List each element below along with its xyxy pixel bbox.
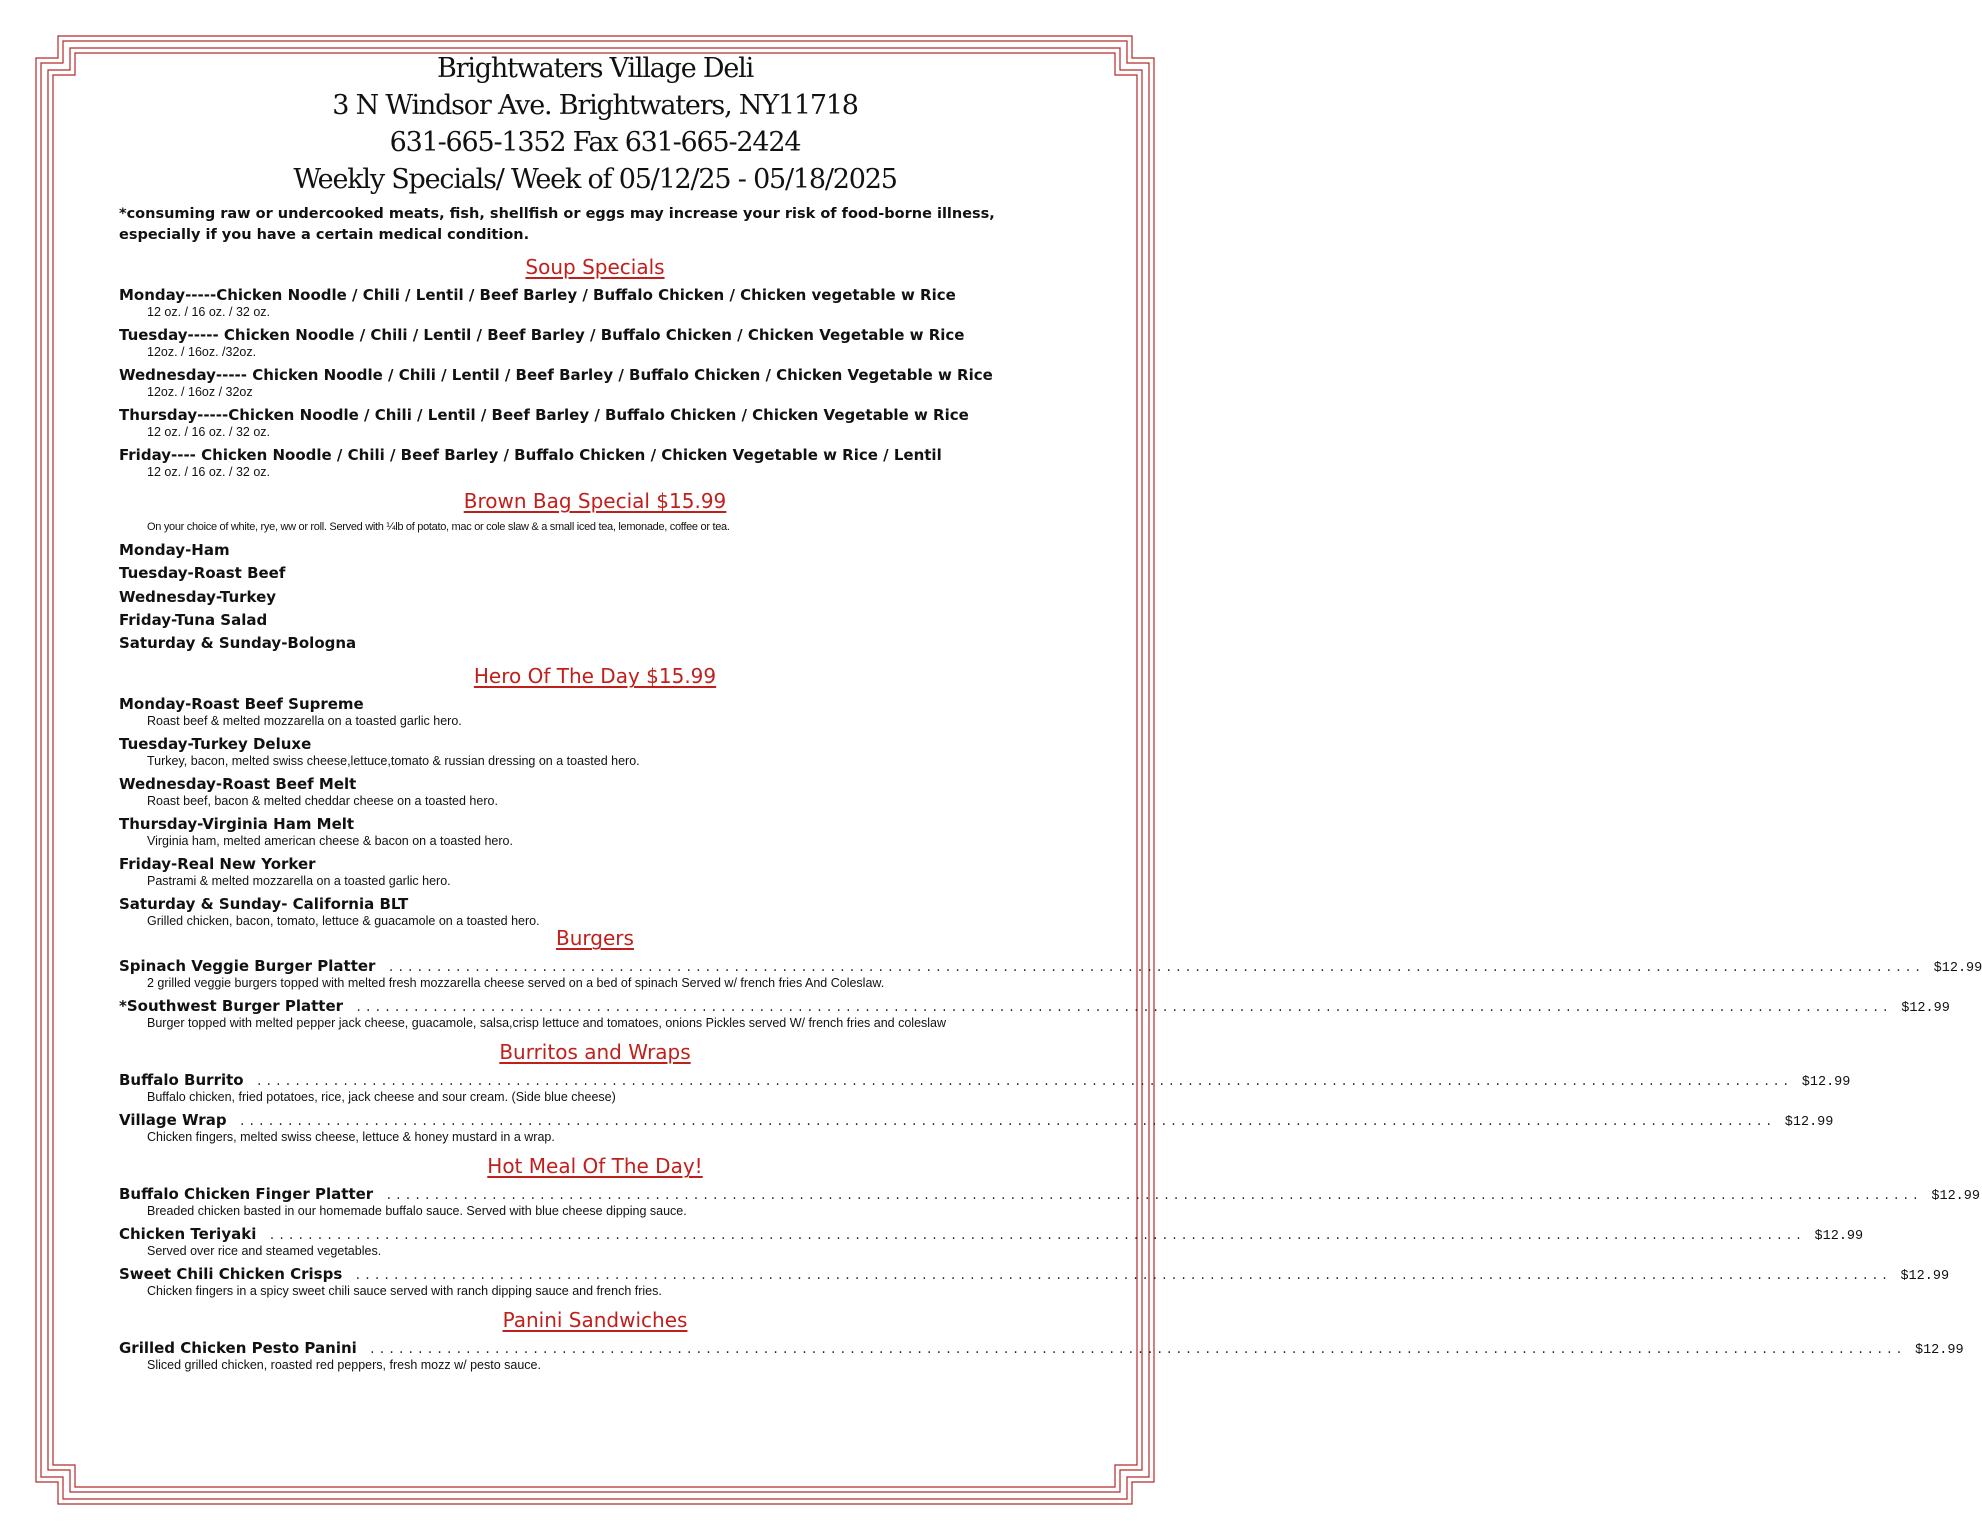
burritos-section-title: Burritos and Wraps bbox=[499, 1040, 691, 1065]
hot-meal-price: $12.99 bbox=[1931, 1189, 1980, 1205]
dot-leader: ................................................................................................................................................................ bbox=[255, 1075, 1792, 1090]
soup-day: Wednesday----- Chicken Noodle / Chili / Lentil / Beef Barley / Buffalo Chicken / Chicken Vegetable w Rice bbox=[119, 366, 993, 384]
brown-bag-day: Saturday & Sunday-Bologna bbox=[119, 634, 357, 653]
soup-day: Monday-----Chicken Noodle / Chili / Lentil / Beef Barley / Buffalo Chicken / Chicken vegetable w Rice bbox=[119, 286, 956, 304]
brown-bag-day: Tuesday-Roast Beef bbox=[119, 564, 286, 583]
dot-leader: ................................................................................................................................................................ bbox=[268, 1229, 1805, 1244]
soup-day: Tuesday----- Chicken Noodle / Chili / Lentil / Beef Barley / Buffalo Chicken / Chicken Vegetable w Rice bbox=[119, 326, 965, 344]
hero-name: Friday-Real New Yorker bbox=[119, 855, 316, 874]
dot-leader: ................................................................................................................................................................ bbox=[387, 961, 1924, 976]
hero-item bbox=[119, 775, 1071, 809]
dot-leader: ................................................................................................................................................................ bbox=[355, 1001, 1892, 1016]
hot-meal-price: $12.99 bbox=[1900, 1269, 1950, 1285]
deli-name: Brightwaters Village Deli bbox=[436, 53, 754, 84]
hero-section-title: Hero Of The Day $15.99 bbox=[473, 664, 717, 689]
hero-name: Saturday & Sunday- California BLT bbox=[119, 895, 409, 914]
burger-name: Spinach Veggie Burger Platter bbox=[119, 957, 376, 976]
burrito-price: $12.99 bbox=[1801, 1075, 1851, 1091]
deli-phone: 631-665-1352 Fax 631-665-2424 bbox=[389, 127, 801, 158]
hero-desc: Virginia ham, melted american cheese & bacon on a toasted hero. bbox=[147, 834, 513, 849]
soup-sizes: 12 oz. / 16 oz. / 32 oz. bbox=[147, 305, 270, 319]
menu-line bbox=[119, 997, 1950, 1017]
hero-item bbox=[119, 695, 1071, 729]
hero-desc: Roast beef, bacon & melted cheddar cheese on a toasted hero. bbox=[147, 794, 498, 809]
burrito-name: Village Wrap bbox=[119, 1111, 227, 1130]
burger-name: *Southwest Burger Platter bbox=[119, 997, 344, 1016]
hero-item bbox=[119, 855, 1071, 889]
hero-item bbox=[119, 815, 1071, 849]
menu-line bbox=[119, 1339, 1964, 1359]
menu-line bbox=[119, 1071, 1851, 1091]
soup-sizes: 12 oz. / 16 oz. / 32 oz. bbox=[147, 465, 270, 479]
hero-desc: Pastrami & melted mozzarella on a toasted garlic hero. bbox=[147, 874, 451, 889]
panini-section-title: Panini Sandwiches bbox=[502, 1308, 688, 1333]
brown-bag-section-title: Brown Bag Special $15.99 bbox=[463, 489, 727, 513]
soup-item bbox=[119, 406, 1071, 440]
hero-name: Monday-Roast Beef Supreme bbox=[119, 695, 364, 714]
burrito-desc: Buffalo chicken, fried potatoes, rice, jack cheese and sour cream. (Side blue cheese) bbox=[147, 1090, 616, 1105]
hero-desc: Turkey, bacon, melted swiss cheese,lettuce,tomato & russian dressing on a toasted hero. bbox=[147, 754, 640, 769]
soup-item bbox=[119, 366, 1071, 400]
deli-address: 3 N Windsor Ave. Brightwaters, NY11718 bbox=[332, 90, 858, 121]
hot-meal-name: Chicken Teriyaki bbox=[119, 1225, 257, 1244]
menu-line bbox=[119, 1225, 1864, 1245]
burgers-section-title: Burgers bbox=[556, 926, 634, 951]
burger-price: $12.99 bbox=[1901, 1001, 1950, 1017]
burrito-item bbox=[119, 1111, 1834, 1145]
menu-line bbox=[119, 957, 1982, 977]
burrito-desc: Chicken fingers, melted swiss cheese, lettuce & honey mustard in a wrap. bbox=[147, 1130, 555, 1145]
burrito-price: $12.99 bbox=[1784, 1115, 1834, 1131]
burrito-name: Buffalo Burrito bbox=[119, 1071, 244, 1090]
hot-meal-item bbox=[119, 1225, 1864, 1259]
menu-content bbox=[119, 50, 1982, 1379]
panini-item bbox=[119, 1339, 1964, 1373]
burger-item bbox=[119, 997, 1950, 1031]
hero-item bbox=[119, 735, 1071, 769]
burger-price: $12.99 bbox=[1933, 961, 1982, 977]
brown-bag-day: Friday-Tuna Salad bbox=[119, 610, 268, 629]
soup-day: Friday---- Chicken Noodle / Chili / Beef Barley / Buffalo Chicken / Chicken Vegetable w Rice / Lentil bbox=[119, 446, 942, 464]
dot-leader: ................................................................................................................................................................ bbox=[238, 1115, 1775, 1130]
soup-day: Thursday-----Chicken Noodle / Chili / Lentil / Beef Barley / Buffalo Chicken / Chicken Vegetable w Rice bbox=[119, 406, 969, 424]
soup-item bbox=[119, 286, 1071, 320]
soup-item bbox=[119, 446, 1071, 480]
soup-section-title: Soup Specials bbox=[525, 255, 665, 279]
hot-meal-name: Buffalo Chicken Finger Platter bbox=[119, 1185, 374, 1204]
hot-meal-desc: Breaded chicken basted in our homemade buffalo sauce. Served with blue cheese dipping sauce. bbox=[147, 1204, 687, 1219]
burger-desc: Burger topped with melted pepper jack cheese, guacamole, salsa,crisp lettuce and tomatoes, onions Pickles served W/ french fries and coleslaw bbox=[147, 1016, 947, 1031]
menu-line bbox=[119, 1185, 1980, 1205]
burger-desc: 2 grilled veggie burgers topped with melted fresh mozzarella cheese served on a bed of spinach Served w/ french fries And Coleslaw. bbox=[147, 976, 885, 991]
hot-meal-section-title: Hot Meal Of The Day! bbox=[487, 1154, 703, 1179]
menu-line bbox=[119, 1111, 1834, 1131]
hero-item bbox=[119, 895, 1071, 929]
brown-bag-note: On your choice of white, rye, ww or roll. Served with ¼lb of potato, mac or cole slaw & a small iced tea, lemonade, coffee or tea. bbox=[147, 521, 730, 533]
hot-meal-name: Sweet Chili Chicken Crisps bbox=[119, 1265, 343, 1284]
dot-leader: ................................................................................................................................................................ bbox=[385, 1189, 1922, 1204]
panini-desc: Sliced grilled chicken, roasted red peppers, fresh mozz w/ pesto sauce. bbox=[147, 1358, 541, 1373]
hero-name: Thursday-Virginia Ham Melt bbox=[119, 815, 355, 834]
soup-sizes: 12 oz. / 16 oz. / 32 oz. bbox=[147, 425, 270, 439]
brown-bag-day: Wednesday-Turkey bbox=[119, 587, 277, 606]
dot-leader: ................................................................................................................................................................ bbox=[368, 1343, 1905, 1358]
hero-desc: Grilled chicken, bacon, tomato, lettuce & guacamole on a toasted hero. bbox=[147, 914, 540, 929]
panini-name: Grilled Chicken Pesto Panini bbox=[119, 1339, 357, 1358]
hot-meal-item bbox=[119, 1185, 1980, 1219]
soup-sizes: 12oz. / 16oz. /32oz. bbox=[147, 345, 257, 359]
burger-item bbox=[119, 957, 1982, 991]
dot-leader: ................................................................................................................................................................ bbox=[354, 1269, 1891, 1284]
hero-desc: Roast beef & melted mozzarella on a toasted garlic hero. bbox=[147, 714, 462, 729]
menu-line bbox=[119, 1265, 1950, 1285]
soup-item bbox=[119, 326, 1071, 360]
hot-meal-desc: Chicken fingers in a spicy sweet chili sauce served with ranch dipping sauce and french fries. bbox=[147, 1284, 662, 1299]
hero-name: Tuesday-Turkey Deluxe bbox=[119, 735, 312, 754]
soup-sizes: 12oz. / 16oz / 32oz bbox=[147, 385, 253, 399]
health-disclaimer: *consuming raw or undercooked meats, fish, shellfish or eggs may increase your risk of food-borne illness, especially if you have a certain medical condition. bbox=[119, 206, 995, 243]
panini-price: $12.99 bbox=[1914, 1343, 1964, 1359]
hot-meal-price: $12.99 bbox=[1814, 1229, 1864, 1245]
week-title: Weekly Specials/ Week of 05/12/25 - 05/18/2025 bbox=[293, 164, 897, 195]
hot-meal-item bbox=[119, 1265, 1950, 1299]
hot-meal-desc: Served over rice and steamed vegetables. bbox=[147, 1244, 382, 1259]
burrito-item bbox=[119, 1071, 1851, 1105]
brown-bag-day: Monday-Ham bbox=[119, 541, 230, 559]
hero-name: Wednesday-Roast Beef Melt bbox=[119, 775, 357, 794]
